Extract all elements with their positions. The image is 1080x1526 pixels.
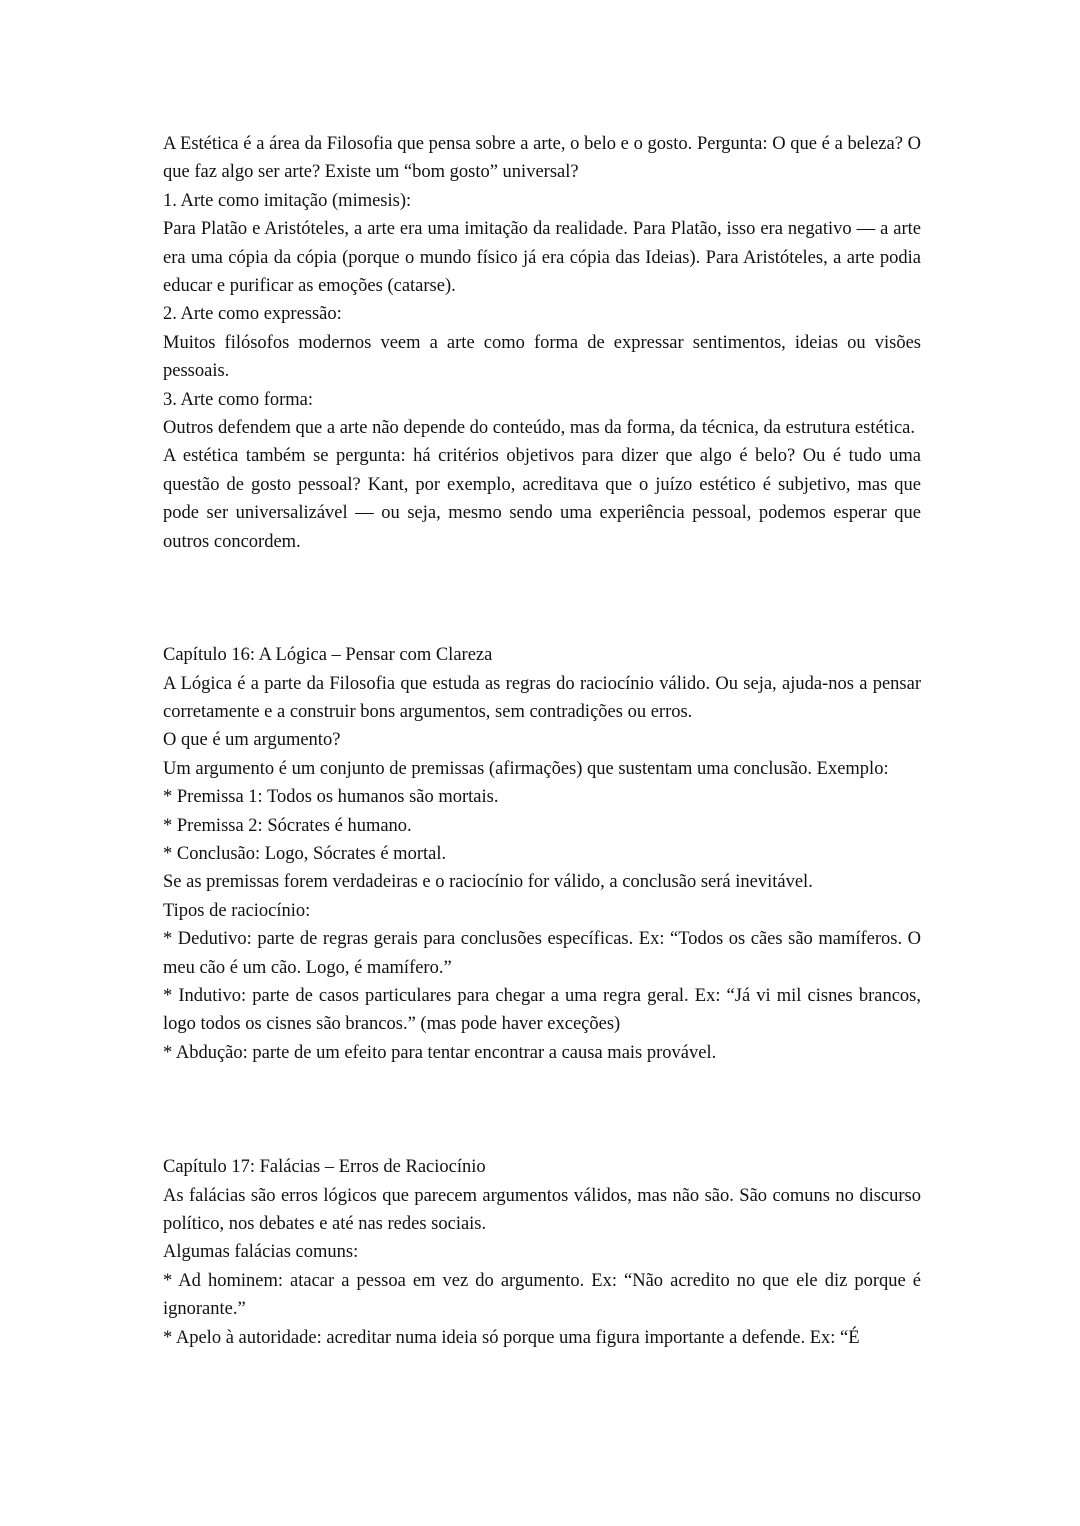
chapter-heading: Capítulo 17: Falácias – Erros de Raciocínio bbox=[163, 1157, 486, 1178]
paragraph: Para Platão e Aristóteles, a arte era uma imitação da realidade. Para Platão, isso era negativo — a arte era uma cópia da cópia (porque o mundo físico já era cópia das Ideias). Para Aristóteles, a arte podia educar e purificar as emoções (catarse). bbox=[163, 219, 921, 297]
list-heading: 2. Arte como expressão: bbox=[163, 304, 342, 325]
paragraph: A estética também se pergunta: há critérios objetivos para dizer que algo é belo? Ou é tudo uma questão de gosto pessoal? Kant, por exemplo, acreditava que o juízo estético é subjetivo, mas que pode ser universalizável — ou seja, mesmo sendo uma experiência pessoal, podemos esperar que outros concordem. bbox=[163, 446, 921, 552]
bullet-item: * Dedutivo: parte de regras gerais para conclusões específicas. Ex: “Todos os cães são mamíferos. O meu cão é um cão. Logo, é mamífero.” bbox=[163, 929, 921, 978]
paragraph: Se as premissas forem verdadeiras e o raciocínio for válido, a conclusão será inevitável. bbox=[163, 872, 813, 893]
list-heading: 3. Arte como forma: bbox=[163, 389, 314, 410]
paragraph: A Lógica é a parte da Filosofia que estuda as regras do raciocínio válido. Ou seja, ajuda-nos a pensar corretamente e a construir bons argumentos, sem contradições ou erros. bbox=[163, 673, 921, 722]
section-spacer bbox=[163, 556, 921, 641]
question-line: O que é um argumento? bbox=[163, 730, 341, 751]
section-chapter-16 bbox=[163, 641, 921, 1067]
paragraph: Um argumento é um conjunto de premissas (afirmações) que sustentam uma conclusão. Exemplo: bbox=[163, 758, 889, 779]
section-estetica bbox=[163, 130, 921, 556]
paragraph: Outros defendem que a arte não depende do conteúdo, mas da forma, da técnica, da estrutura estética. bbox=[163, 418, 916, 439]
bullet-item: * Indutivo: parte de casos particulares para chegar a uma regra geral. Ex: “Já vi mil cisnes brancos, logo todos os cisnes são brancos.” (mas pode haver exceções) bbox=[163, 985, 921, 1035]
list-heading: 1. Arte como imitação (mimesis): bbox=[163, 190, 412, 211]
document-body bbox=[163, 130, 921, 1352]
paragraph: A Estética é a área da Filosofia que pensa sobre a arte, o belo e o gosto. Pergunta: O que é a beleza? O que faz algo ser arte? Existe um “bom gosto” universal? bbox=[163, 134, 921, 183]
bullet-item: * Conclusão: Logo, Sócrates é mortal. bbox=[163, 843, 447, 864]
paragraph: As falácias são erros lógicos que parecem argumentos válidos, mas não são. São comuns no discurso político, nos debates e até nas redes sociais. bbox=[163, 1185, 921, 1234]
section-spacer bbox=[163, 1067, 921, 1153]
paragraph: Muitos filósofos modernos veem a arte como forma de expressar sentimentos, ideias ou visões pessoais. bbox=[163, 332, 921, 382]
bullet-item: * Abdução: parte de um efeito para tentar encontrar a causa mais provável. bbox=[163, 1042, 717, 1063]
bullet-item: * Premissa 2: Sócrates é humano. bbox=[163, 815, 412, 836]
list-heading: Tipos de raciocínio: bbox=[163, 900, 311, 921]
section-chapter-17 bbox=[163, 1153, 921, 1352]
bullet-item: * Premissa 1: Todos os humanos são mortais. bbox=[163, 787, 499, 808]
list-heading: Algumas falácias comuns: bbox=[163, 1242, 359, 1263]
chapter-heading: Capítulo 16: A Lógica – Pensar com Clareza bbox=[163, 645, 493, 666]
bullet-item: * Ad hominem: atacar a pessoa em vez do argumento. Ex: “Não acredito no que ele diz porque é ignorante.” bbox=[163, 1270, 921, 1320]
bullet-item: * Apelo à autoridade: acreditar numa ideia só porque uma figura importante a defende. Ex: “É bbox=[163, 1327, 860, 1348]
